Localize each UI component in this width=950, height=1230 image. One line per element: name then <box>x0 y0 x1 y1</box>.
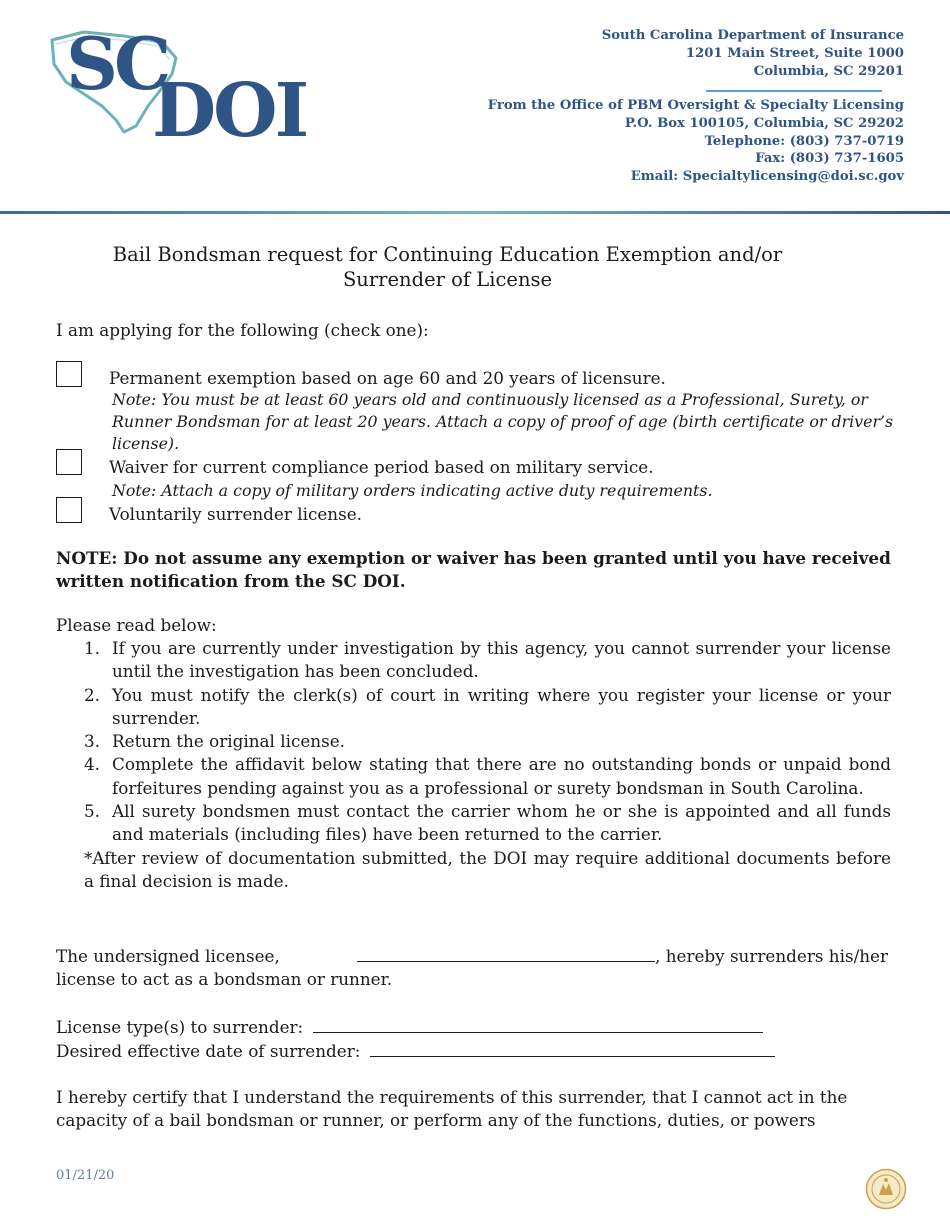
certification-line-2: capacity of a bail bondsman or runner, or perform any of the functions, duties, or powers <box>56 1110 816 1130</box>
requirements-list <box>84 637 891 893</box>
list-number: 2. <box>84 684 101 705</box>
permanent-exemption-label: Permanent exemption based on age 60 and 20 years of licensure. <box>109 368 666 388</box>
fax: Fax: (803) 737-1605 <box>755 151 904 167</box>
logo-sc-text: SC <box>66 21 168 106</box>
surrender-text-after: , hereby surrenders his/her <box>655 946 888 966</box>
list-text: Complete the affidavit below stating that there are no outstanding bonds or unpaid bond forfeitures pending against you as a professional or surety bondsman in South Carolina. <box>112 754 891 798</box>
military-waiver-label: Waiver for current compliance period based on military service. <box>109 457 654 477</box>
license-types-row <box>56 1016 763 1039</box>
effective-date-label: Desired effective date of surrender: <box>56 1041 361 1061</box>
list-item <box>84 800 891 847</box>
license-types-field[interactable] <box>313 1016 763 1033</box>
list-text: If you are currently under investigation by this agency, you cannot surrender your license until the investigation has been concluded. <box>112 638 891 682</box>
exemption-warning-note: NOTE: Do not assume any exemption or waiver has been granted until you have received written notification from the SC DOI. <box>56 548 891 591</box>
form-revision-date: 01/21/20 <box>56 1168 115 1183</box>
military-waiver-checkbox[interactable] <box>56 449 82 475</box>
surrender-statement <box>56 945 888 991</box>
please-read-heading: Please read below: <box>56 615 217 635</box>
license-types-label: License type(s) to surrender: <box>56 1017 304 1037</box>
permanent-exemption-note: Note: You must be at least 60 years old and continuously licensed as a Professional, Surety, or Runner Bondsman for at least 20 years. Attach a copy of proof of age (birth certificate or driver’s license). <box>112 390 894 453</box>
list-number: 3. <box>84 731 101 752</box>
list-item <box>84 684 891 731</box>
office-contact <box>488 97 904 186</box>
list-item <box>84 637 891 684</box>
permanent-exemption-checkbox[interactable] <box>56 361 82 387</box>
list-number: 5. <box>84 801 101 822</box>
state-seal-icon <box>865 1168 907 1210</box>
sc-doi-logo <box>44 21 319 154</box>
list-text: All surety bondsmen must contact the carrier whom he or she is appointed and all funds and materials (including files) have been returned to the carrier. <box>112 801 891 845</box>
list-item <box>84 753 891 800</box>
surrender-text-before: The undersigned licensee, <box>56 946 280 966</box>
intro-text: I am applying for the following (check one): <box>56 320 429 340</box>
header-divider <box>0 211 950 214</box>
logo-doi-text: DOI <box>152 68 307 154</box>
title-line-1: Bail Bondsman request for Continuing Education Exemption and/or <box>112 243 783 266</box>
review-footnote: *After review of documentation submitted, the DOI may require additional documents before a final decision is made. <box>84 847 891 891</box>
title-line-2: Surrender of License <box>342 268 553 291</box>
effective-date-field[interactable] <box>370 1040 775 1057</box>
office-line: P.O. Box 100105, Columbia, SC 29202 <box>624 115 904 131</box>
military-waiver-note: Note: Attach a copy of military orders indicating active duty requirements. <box>112 481 713 500</box>
header-accent-rule <box>706 90 882 92</box>
address-line: South Carolina Department of Insurance <box>601 28 904 43</box>
department-address <box>602 27 904 80</box>
certification-text <box>56 1086 896 1132</box>
list-text: Return the original license. <box>112 731 345 752</box>
voluntary-surrender-checkbox[interactable] <box>56 497 82 523</box>
list-number: 4. <box>84 754 101 775</box>
surrender-text-line-2: license to act as a bondsman or runner. <box>56 969 393 989</box>
list-text: You must notify the clerk(s) of court in writing where you register your license or your surrender. <box>112 684 891 728</box>
email[interactable]: Email: Specialtylicensing@doi.sc.gov <box>630 169 904 185</box>
address-line: 1201 Main Street, Suite 1000 <box>685 45 904 61</box>
office-line: From the Office of PBM Oversight & Specialty Licensing <box>487 98 904 113</box>
list-item <box>84 730 891 753</box>
voluntary-surrender-label: Voluntarily surrender license. <box>109 504 362 524</box>
list-number: 1. <box>84 638 101 658</box>
form-title <box>0 242 895 292</box>
effective-date-row <box>56 1040 775 1063</box>
licensee-name-field[interactable] <box>357 945 655 962</box>
certification-line-1: I hereby certify that I understand the requirements of this surrender, that I cannot act in the <box>56 1087 848 1107</box>
telephone: Telephone: (803) 737-0719 <box>704 133 904 149</box>
address-line: Columbia, SC 29201 <box>753 63 904 79</box>
